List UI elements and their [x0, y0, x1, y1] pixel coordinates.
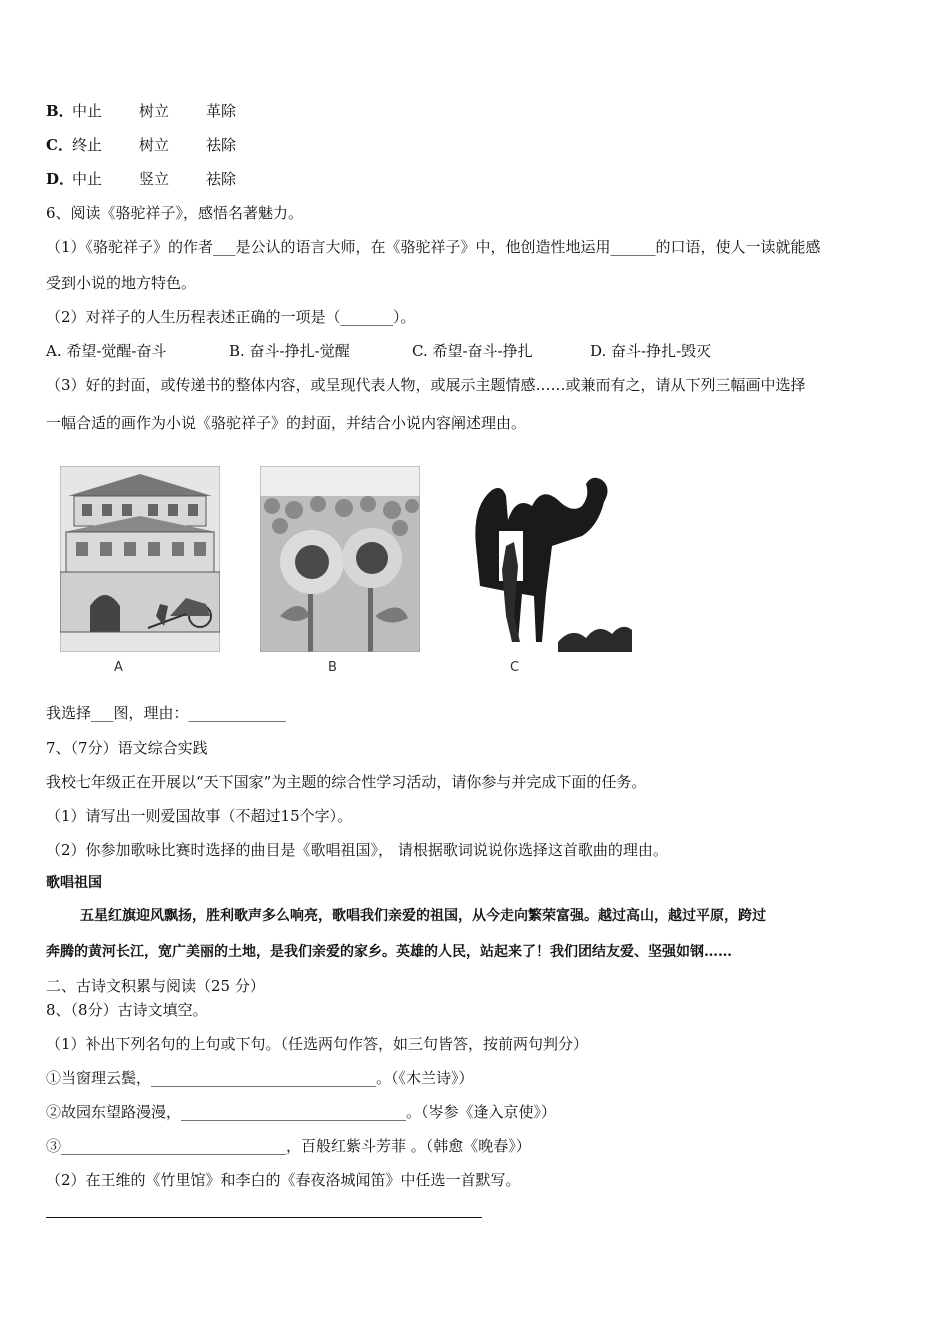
figure-label-b: B: [328, 660, 337, 675]
q7-title: 7、（7分）语文综合实践: [46, 739, 208, 757]
choice-c: C. 希望-奋斗-挣扎: [412, 342, 533, 360]
option-c: C．终止 树立 祛除: [46, 136, 237, 154]
q6-part3-line1: （3）好的封面，或传递书的整体内容，或呈现代表人物，或展示主题情感……或兼而有之，请从下列三幅画中选择: [46, 376, 806, 394]
q6-title: 6、阅读《骆驼祥子》，感悟名著魅力。: [46, 204, 304, 222]
figure-label-a: A: [114, 660, 123, 675]
q8-title: 8、（8分）古诗文填空。: [46, 1001, 208, 1019]
q8-part1: （1）补出下列名句的上句或下句。（任选两句作答，如三句皆答，按前两句判分）: [46, 1035, 589, 1053]
q6-part1-line2: 受到小说的地方特色。: [46, 274, 197, 292]
q6-part1-line1: （1）《骆驼祥子》的作者___是公认的语言大师，在《骆驼祥子》中，他创造性地运用______的口语，使人一读就能感: [46, 238, 821, 256]
figure-c-camel-silhouette-image: [462, 466, 632, 652]
figure-label-c: C: [510, 660, 520, 675]
option-b: B．中止 树立 革除: [46, 102, 237, 120]
choice-d: D. 奋斗-挣扎-毁灭: [590, 342, 712, 360]
q7-part2: （2）你参加歌咏比赛时选择的曲目是《歌唱祖国》， 请根据歌词说说你选择这首歌曲的理由。: [46, 841, 668, 859]
q8-line3: ③______________________________，百般红紫斗芳菲 。（韩愈《晚春》）: [46, 1137, 531, 1155]
lyrics-line2: 奔腾的黄河长江，宽广美丽的土地，是我们亲爱的家乡。英雄的人民，站起来了！我们团结友爱、坚强如钢……: [46, 944, 732, 960]
choice-b: B. 奋斗-挣扎-觉醒: [229, 342, 350, 360]
song-title: 歌唱祖国: [46, 875, 102, 891]
answer-rule: [46, 1217, 482, 1218]
section-2-heading: 二、古诗文积累与阅读（25 分）: [46, 977, 265, 995]
q7-part1: （1）请写出一则爱国故事（不超过15个字）。: [46, 807, 353, 825]
choice-a: A. 希望-觉醒-奋斗: [46, 342, 167, 360]
q8-line1: ①当窗理云鬓，______________________________。（《木兰诗》）: [46, 1069, 474, 1087]
figure-b-sunflowers-image: [260, 466, 420, 652]
q6-part3-line2: 一幅合适的画作为小说《骆驼祥子》的封面，并结合小说内容阐述理由。: [46, 414, 527, 432]
q7-intro: 我校七年级正在开展以“天下国家”为主题的综合性学习活动，请你参与并完成下面的任务。: [46, 773, 647, 791]
q6-part2: （2）对祥子的人生历程表述正确的一项是（_______）。: [46, 308, 416, 326]
q6-answer-line: 我选择___图，理由：_____________: [46, 704, 287, 722]
q8-part2: （2）在王维的《竹里馆》和李白的《春夜洛城闻笛》中任选一首默写。: [46, 1171, 521, 1189]
q6-choices: [46, 341, 711, 361]
lyrics-line1: 五星红旗迎风飘扬，胜利歌声多么响亮，歌唱我们亲爱的祖国，从今走向繁荣富强。越过高山，越过平原，跨过: [80, 908, 766, 924]
option-d: D．中止 竖立 祛除: [46, 170, 237, 188]
q8-line2: ②故园东望路漫漫，______________________________。（岑参《逢入京使》）: [46, 1103, 557, 1121]
figure-a-city-gate-image: [60, 466, 220, 652]
